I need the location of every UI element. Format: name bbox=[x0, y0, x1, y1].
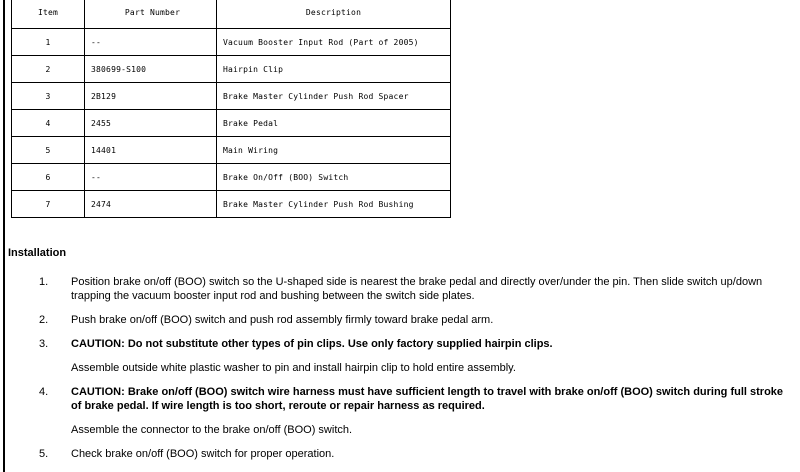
cell-item: 4 bbox=[12, 110, 85, 137]
cell-description: Vacuum Booster Input Rod (Part of 2005) bbox=[217, 29, 451, 56]
step-4 bbox=[0, 385, 800, 437]
cell-part-number: 2455 bbox=[85, 110, 217, 137]
step-number: 1. bbox=[39, 276, 49, 288]
step-2 bbox=[0, 313, 800, 327]
header-part-number: Part Number bbox=[85, 0, 217, 29]
cell-item: 6 bbox=[12, 164, 85, 191]
table-row bbox=[12, 83, 451, 110]
cell-description: Brake Master Cylinder Push Rod Bushing bbox=[217, 191, 451, 218]
installation-steps bbox=[0, 275, 800, 461]
installation-heading: Installation bbox=[8, 247, 67, 259]
cell-item: 1 bbox=[12, 29, 85, 56]
cell-description: Brake Pedal bbox=[217, 110, 451, 137]
table-row bbox=[12, 110, 451, 137]
step-number: 3. bbox=[39, 338, 49, 350]
cell-part-number: 2B129 bbox=[85, 83, 217, 110]
table-header-row bbox=[12, 0, 451, 29]
step-number: 2. bbox=[39, 314, 49, 326]
cell-description: Hairpin Clip bbox=[217, 56, 451, 83]
step-text: Position brake on/off (BOO) switch so the U-shaped side is nearest the brake pedal and directly over/under the pin. Then slide switch up/down trapping the vacuum booster input rod and bushing between the switch side plates. bbox=[71, 276, 763, 302]
step-text: Check brake on/off (BOO) switch for proper operation. bbox=[71, 448, 335, 460]
table-row bbox=[12, 191, 451, 218]
cell-item: 2 bbox=[12, 56, 85, 83]
cell-description: Brake Master Cylinder Push Rod Spacer bbox=[217, 83, 451, 110]
cell-part-number: 2474 bbox=[85, 191, 217, 218]
header-description: Description bbox=[217, 0, 451, 29]
cell-part-number: -- bbox=[85, 164, 217, 191]
cell-part-number: 14401 bbox=[85, 137, 217, 164]
cell-part-number: 380699-S100 bbox=[85, 56, 217, 83]
step-text: Assemble the connector to the brake on/off (BOO) switch. bbox=[71, 424, 353, 436]
cell-item: 3 bbox=[12, 83, 85, 110]
step-number: 5. bbox=[39, 448, 49, 460]
cell-description: Brake On/Off (BOO) Switch bbox=[217, 164, 451, 191]
step-1 bbox=[0, 275, 800, 303]
step-text: Assemble outside white plastic washer to pin and install hairpin clip to hold entire assembly. bbox=[71, 362, 516, 374]
table-row bbox=[12, 56, 451, 83]
table-row bbox=[12, 29, 451, 56]
step-text: Push brake on/off (BOO) switch and push rod assembly firmly toward brake pedal arm. bbox=[71, 314, 494, 326]
step-number: 4. bbox=[39, 386, 49, 398]
header-item: Item bbox=[12, 0, 85, 29]
caution-text: CAUTION: Brake on/off (BOO) switch wire harness must have sufficient length to travel with brake on/off (BOO) switch during full stroke of brake pedal. If wire length is too short, reroute or repair harness as required. bbox=[71, 386, 784, 412]
cell-description: Main Wiring bbox=[217, 137, 451, 164]
step-5 bbox=[0, 447, 800, 461]
table-row bbox=[12, 137, 451, 164]
parts-table bbox=[11, 0, 451, 218]
cell-item: 5 bbox=[12, 137, 85, 164]
caution-text: CAUTION: Do not substitute other types of pin clips. Use only factory supplied hairpin clips. bbox=[71, 338, 553, 350]
cell-part-number: -- bbox=[85, 29, 217, 56]
table-row bbox=[12, 164, 451, 191]
step-3 bbox=[0, 337, 800, 375]
cell-item: 7 bbox=[12, 191, 85, 218]
